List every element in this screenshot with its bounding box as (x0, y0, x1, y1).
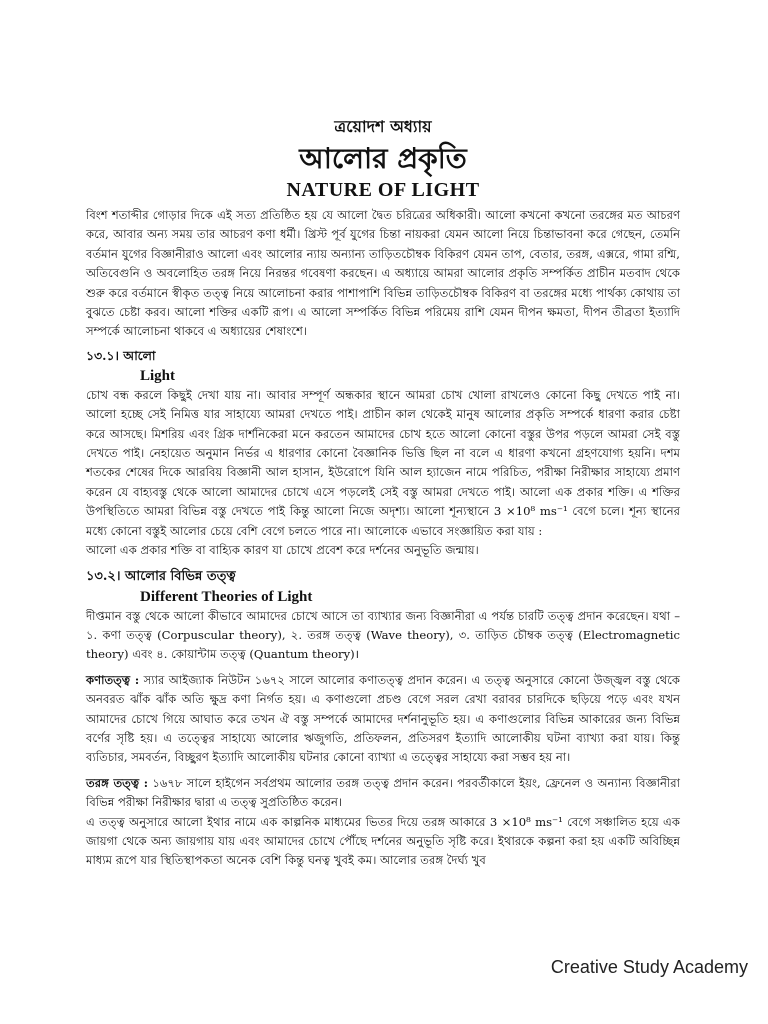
document-page (86, 116, 680, 871)
corpuscular-term: কণাতত্ত্ব : (86, 672, 140, 687)
section-2-paragraph: দীপ্তমান বস্তু থেকে আলো কীভাবে আমাদের চোখে আসে তা ব্যাখ্যার জন্য বিজ্ঞানীরা এ পর্যন্ত চারটি তত্ত্ব প্রদান করেছেন। যথা – ১. কণা তত্ত্ব (Corpuscular theory), ২. তরঙ্গ তত্ত্ব (Wave theory), ৩. তাড়িত চৌম্বক তত্ত্ব (Electromagnetic theory) এবং ৪. কোয়ান্টাম তত্ত্ব (Quantum theory)। (86, 608, 680, 662)
chapter-label: ত্রয়োদশ অধ্যায় (334, 117, 432, 136)
wave-term: তরঙ্গ তত্ত্ব : (86, 775, 149, 790)
section-2-heading-english: Different Theories of Light (140, 588, 313, 605)
section-2-heading: ১৩.২। আলোর বিভিন্ন তত্ত্ব (86, 568, 236, 584)
light-definition: আলো এক প্রকার শক্তি বা বাহ্যিক কারণ যা চোখে প্রবেশ করে দর্শনের অনুভূতি জন্মায়। (86, 543, 479, 558)
intro-paragraph: বিংশ শতাব্দীর গোড়ার দিকে এই সত্য প্রতিষ্ঠিত হয় যে আলো দ্বৈত চরিত্রের অধিকারী। আলো কখনো কখনো তরঙ্গের মত আচরণ করে, আবার অন্য সময় তার আচরণ কণা ধর্মী। খ্রিস্ট পূর্ব যুগের চিন্তা নায়করা যেমন আলো নিয়ে চিন্তাভাবনা করে গেছেন, তেমনি বর্তমান যুগের বিজ্ঞানীরাও আলো এবং আলোর ন্যায় অন্যান্য তাড়িতচৌম্বক বিকিরণ যেমন তাপ, বেতার, তরঙ্গ, এক্সরে, গামা রশ্মি, অতিবেগুনি ও অবলোহিত তরঙ্গ নিয়ে নিরন্তর গবেষণা করছেন। এ অধ্যায়ে আমরা আলোর প্রকৃতি সম্পর্কিত প্রাচীন মতবাদ থেকে শুরু করে বর্তমানে স্বীকৃত তত্ত্ব নিয়ে আলোচনা করার পাশাপাশি বিভিন্ন তাড়িতচৌম্বক বিকিরণ বা তরঙ্গের মধ্যে পার্থক্য কোথায় তা বুঝতে চেষ্টা করব। আলো শক্তির একটি রূপ। এ আলো সম্পর্কিত বিভিন্ন পরিমেয় রাশি যেমন দীপন ক্ষমতা, দীপন তীব্রতা ইত্যাদি সম্পর্কে আলোচনা থাকবে এ অধ্যায়ের শেষাংশে। (86, 208, 680, 339)
corpuscular-text: স্যার আইজ্যাক নিউটন ১৬৭২ সালে আলোর কণাতত্ত্ব প্রদান করেন। এ তত্ত্ব অনুসারে কোনো উজ্জ্বল বস্তু থেকে অনবরত ঝাঁক ঝাঁক অতি ক্ষুদ্র কণা নির্গত হয়। এ কণাগুলো প্রচণ্ড বেগে সরল রেখা বরাবর চারদিকে ছড়িয়ে পড়ে এবং যখন আমাদের চোখে গিয়ে আঘাত করে তখন ঐ বস্তু সম্পর্কে আমাদের দর্শনানুভূতি হয়। এ কণাগুলোর বিভিন্ন আকারের জন্য বিভিন্ন বর্ণের সৃষ্টি হয়। এ তত্ত্বের সাহায্যে আলোর ঋজুগতি, প্রতিফলন, প্রতিসরণ ইত্যাদি আলোকীয় ঘটনা ব্যাখ্যা করা যায়। কিন্তু ব্যতিচার, সমবর্তন, বিচ্ছুরণ ইত্যাদি আলোকীয় ঘটনার কোনো ব্যাখ্যা এ তত্ত্বের সাহায্যে করা সম্ভব হয় না। (86, 672, 680, 765)
corpuscular-theory-paragraph (86, 671, 680, 768)
section-1-heading: ১৩.১। আলো (86, 347, 156, 363)
section-1-heading-english: Light (140, 367, 176, 384)
watermark-text: Creative Study Academy (550, 957, 748, 977)
chapter-title-english: NATURE OF LIGHT (286, 179, 480, 201)
wave-text: ১৬৭৮ সালে হাইগেন সর্বপ্রথম আলোর তরঙ্গ তত্ত্ব প্রদান করেন। পরবর্তীকালে ইয়ং, ফ্রেনেল ও অন্যান্য বিজ্ঞানীরা বিভিন্ন পরীক্ষা নিরীক্ষার দ্বারা এ তত্ত্ব সুপ্রতিষ্ঠিত করেন। (86, 775, 681, 810)
section-1-paragraph: চোখ বন্ধ করলে কিছুই দেখা যায় না। আবার সম্পূর্ণ অন্ধকার স্থানে আমরা চোখ খোলা রাখলেও কোনো কিছু দেখতে পাই না। আলো হচ্ছে সেই নিমিত্ত যার সাহায্যে আমরা দেখতে পাই। প্রাচীন কাল থেকেই মানুষ আলোর প্রকৃতি সম্পর্কে ধারণা করার চেষ্টা করে আসছে। মিশরিয় এবং গ্রিক দার্শনিকেরা মনে করতেন আমাদের চোখ হতে আলো কোনো বস্তুর উপর পড়লে আমরা সেই বস্তু দেখতে পাই। নেহায়েত অনুমান নির্ভর এ ধারণার কোনো বৈজ্ঞানিক ভিত্তি ছিল না বলে এ ধারণা কখনো গ্রহণযোগ্য হয়নি। দশম শতকের শেষের দিকে আরবিয় বিজ্ঞানী আল হাসান, ইউরোপে যিনি আল হ্যাজেন নামে পরিচিত, পরীক্ষা নিরীক্ষার সাহায্যে প্রমাণ করেন যে বাহ্যবস্তু থেকে আলো আমাদের চোখে এসে পড়লেই সেই বস্তু আমরা দেখতে পাই। আলো এক প্রকার শক্তি। এ শক্তির উপস্থিতিতে আমরা বিভিন্ন বস্তু দেখতে পাই কিন্তু আলো নিজে অদৃশ্য। আলো শূন্যস্থানে 3 ×10⁸ ms⁻¹ বেগে চলে। শূন্য স্থানের মধ্যে কোনো বস্তুই আলোর চেয়ে বেশি বেগে চলতে পারে না। আলোকে এভাবে সংজ্ঞায়িত করা যায় : (86, 387, 680, 538)
wave-theory-paragraph-2: এ তত্ত্ব অনুসারে আলো ইথার নামে এক কাল্পনিক মাধ্যমের ভিতর দিয়ে তরঙ্গ আকারে 3 ×10⁸ ms⁻¹ বেগে সঞ্চালিত হয়ে এক জায়গা থেকে অন্য জায়গায় যায় এবং আমাদের চোখে পৌঁছে দর্শনের অনুভূতি সৃষ্টি করে। ইথারকে কল্পনা করা হয় একটি অবিচ্ছিন্ন মাধ্যম রূপে যার স্থিতিস্থাপকতা অনেক বেশি কিন্তু ঘনত্ব খুবই কম। আলোর তরঙ্গ দৈর্ঘ্য খুব (86, 814, 680, 868)
wave-theory-paragraph (86, 774, 680, 813)
chapter-title-bengali: আলোর প্রকৃতি (299, 142, 467, 175)
